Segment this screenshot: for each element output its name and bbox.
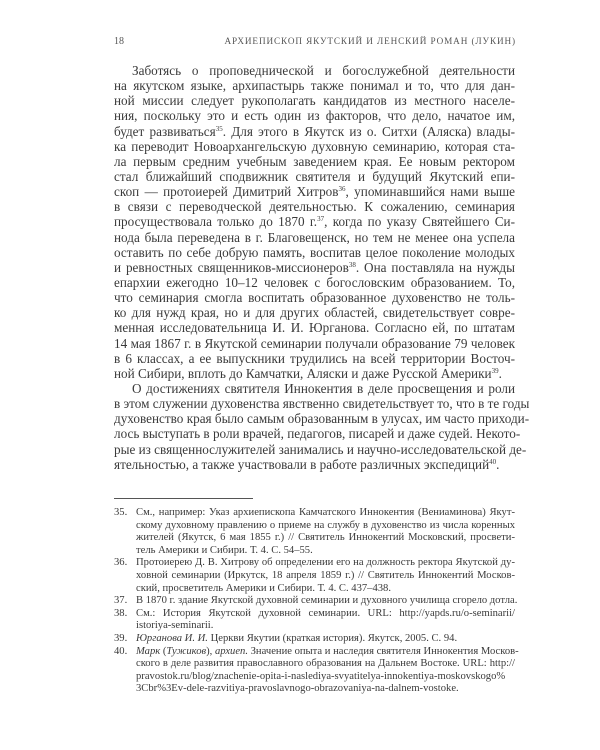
text-segment: жителей (Якутск, 6 мая 1855 г.) // Святитель Иннокентий Московский, просвети- [136, 532, 515, 544]
text-segment: . Для этого в Якутск из о. Ситхи (Аляска) влады- [222, 123, 516, 139]
text-line [114, 305, 515, 320]
text-line [114, 426, 521, 442]
text-segment: Марк [136, 645, 161, 657]
text-line [136, 608, 515, 621]
text-line [114, 169, 515, 184]
text-segment: ский, просветитель Америки и Сибири. Т. 4. С. 437–438. [136, 582, 392, 594]
text-segment: архиеп. [214, 645, 248, 657]
text-segment: и ревностных священников-миссионеров [114, 259, 349, 275]
text-segment: ния, поскольку это и есть один из факторов, что дело, начатое им, [114, 108, 515, 124]
text-line [114, 154, 515, 169]
text-segment: 3Cbr%3Ev-dele-razvitiya-pravoslavnogo-obrazovaniya-na-dalnem-vostoke. [136, 683, 459, 695]
main-text [114, 63, 530, 472]
text-segment: будет развиваться [114, 123, 216, 139]
text-segment: ятельностью, а также участвовали в работе различных экспедиций [114, 456, 490, 472]
text-line [114, 290, 515, 305]
text-segment: скому духовному правлению о приеме на службу в духовенство из числа коренных [136, 519, 515, 531]
text-segment: ( [160, 645, 167, 657]
footnote [114, 557, 515, 595]
text-segment: Церкви Якутии (краткая история). Якутск, 2005. С. 94. [207, 632, 458, 644]
text-segment: тель Америки и Сибири. Т. 4. С. 54–55. [136, 544, 313, 556]
footnote-number: 35. [114, 507, 128, 518]
text-segment: istoriya-seminarii. [136, 620, 214, 632]
running-header [114, 36, 516, 47]
text-line [114, 336, 515, 351]
text-line [114, 108, 515, 123]
text-segment: в 6 классах, а ее выпускники трудились на всей территории Восточ- [114, 350, 515, 366]
text-line [136, 583, 515, 596]
text-line [114, 199, 515, 214]
text-segment: См.: История Якутской духовной семинарии. URL: http://yapds.ru/o-seminarii/ [136, 607, 515, 619]
text-line [114, 214, 515, 229]
text-segment: нода была переведена в г. Благовещенск, но тем не менее она успела [114, 229, 515, 245]
text-segment: ского в деле развития православного образования на Дальнем Востоке. URL: http:// [136, 658, 515, 670]
footnote [114, 633, 515, 646]
text-line [136, 557, 515, 570]
footnote-text [136, 507, 515, 557]
text-segment: Юрганова И. И. [136, 632, 208, 644]
text-segment: на якутском языке, архипастырь также понимал и то, что для дан- [114, 78, 515, 94]
text-segment: в этом служении духовенства явственно свидетельствует то, что в те годы [114, 396, 530, 412]
text-segment: скоп — протоиерей Димитрий Хитров [114, 184, 339, 200]
text-line [114, 411, 530, 427]
text-segment: менная исследовательница И. И. Юрганова. Согласно ей, по штатам [114, 320, 515, 336]
text-segment: Протоиерею Д. В. Хитрову об определении его на должность ректора Якутской ду- [136, 557, 515, 569]
text-line [114, 124, 515, 139]
footnote-text [136, 608, 515, 633]
text-segment: лось выступать в роли врачей, педагогов, писарей и даже судей. Некото- [114, 426, 521, 442]
text-segment: . Она поставляла на нужды [355, 259, 516, 275]
text-line [114, 381, 515, 396]
text-line [114, 139, 515, 154]
text-segment: стал ближайший сподвижник святителя и будущий Якутский епи- [114, 168, 515, 184]
text-segment: просуществовала только до 1870 г. [114, 214, 318, 230]
text-line [114, 320, 515, 335]
footnote-separator [114, 498, 253, 499]
text-segment: ной миссии следует рукополагать кандидатов из местного населе- [114, 93, 515, 109]
footnote [114, 608, 515, 633]
text-line [136, 620, 515, 633]
text-segment: что семинария смогла воспитать образованное духовенство не толь- [114, 290, 515, 306]
text-line [136, 507, 515, 520]
text-segment: ной Сибири, вплоть до Камчатки, Аляски и даже Русской Америки [114, 365, 492, 381]
footnote [114, 645, 519, 696]
footnote-ref[interactable]: 35 [215, 124, 223, 133]
footnotes [114, 507, 519, 696]
footnote-ref[interactable]: 37 [317, 215, 325, 224]
text-segment: 14 мая 1867 г. в Якутской семинарии получали образование 79 человек [114, 335, 515, 351]
text-segment: В 1870 г. здание Якутской духовной семинарии и духовного училища сгорело дотла. [136, 595, 518, 607]
footnote-ref[interactable]: 38 [348, 260, 356, 269]
text-line [114, 441, 527, 457]
text-line [114, 457, 515, 472]
text-line [136, 658, 515, 671]
footnote-text [136, 645, 519, 696]
text-segment: , упоминавшийся нами выше [345, 184, 515, 200]
text-line [114, 245, 515, 260]
text-line [136, 645, 519, 659]
text-line [114, 260, 515, 275]
text-segment: Тужиков [166, 645, 207, 657]
text-segment: pravostok.ru/blog/znachenie-opita-i-naslediya-svyatitelya-innokentiya-moskovskogo% [136, 670, 506, 682]
text-line [114, 230, 515, 245]
text-segment: Заботясь о проповеднической и богослужебной деятельности [132, 63, 515, 78]
text-segment: Значение опыта и наследия святителя Иннокентия Москов- [247, 645, 519, 657]
text-line [136, 595, 518, 608]
text-segment: ховной семинарии (Иркутск, 18 апреля 1859 г.) // Святитель Иннокентий Москов- [136, 569, 515, 581]
text-segment: , когда по указу Святейшего Си- [324, 214, 515, 230]
text-line [136, 545, 515, 558]
text-line [114, 366, 515, 381]
text-segment: оставить по себе добрую память, воспитав целое поколение молодых [114, 244, 515, 260]
footnote-text [136, 633, 515, 646]
text-line [136, 633, 515, 646]
text-line [114, 93, 515, 108]
text-segment: ка переводит Новоархангельскую духовную семинарию, которая ста- [114, 138, 515, 154]
text-line [136, 570, 515, 583]
text-segment: . [498, 365, 502, 381]
paragraph [114, 380, 530, 472]
text-segment: рые из священнослужителей занимались и научно-исследовательской де- [114, 441, 527, 457]
text-segment: О достижениях святителя Иннокентия в деле просвещения и роли [132, 380, 515, 396]
page-number: 18 [114, 36, 124, 47]
footnote [114, 507, 515, 557]
text-line [136, 683, 515, 696]
footnote-number: 36. [114, 557, 128, 569]
text-line [136, 532, 515, 545]
footnote-ref[interactable]: 36 [338, 185, 346, 194]
text-segment: . [496, 456, 500, 472]
paragraph [114, 63, 515, 381]
text-line [114, 184, 515, 199]
text-line [114, 396, 530, 412]
text-segment: ла первым средним учебным заведением края. Ее новым ректором [114, 153, 515, 169]
text-line [136, 520, 515, 533]
text-segment: в связи с переводческой деятельностью. К сожалению, семинария [114, 199, 515, 215]
text-line [114, 78, 515, 93]
text-segment: епархии ежегодно 10–12 человек с богословским образованием. То, [114, 274, 515, 290]
text-segment: духовенство края было самым образованным в улусах, им часто приходи- [114, 411, 530, 427]
text-line [114, 63, 515, 78]
footnote-text [136, 557, 515, 595]
footnote-text [136, 595, 518, 608]
footnote-number: 40. [114, 645, 128, 657]
footnote [114, 595, 518, 608]
footnote-ref[interactable]: 40 [489, 457, 497, 466]
text-segment: ), [206, 645, 215, 657]
footnote-number: 38. [114, 607, 128, 619]
footnote-ref[interactable]: 39 [491, 366, 499, 375]
text-line [114, 351, 515, 366]
running-title: АРХИЕПИСКОП ЯКУТСКИЙ И ЛЕНСКИЙ РОМАН (ЛУКИН) [224, 36, 516, 46]
footnote-number: 37. [114, 595, 128, 607]
text-segment: ко для нужд края, но и для других областей, свидетельствует совре- [114, 305, 515, 321]
text-line [136, 671, 515, 684]
text-segment: См., например: Указ архиепископа Камчатского Иннокентия (Вениаминова) Якут- [136, 507, 515, 518]
text-line [114, 275, 515, 290]
footnote-number: 39. [114, 632, 128, 644]
